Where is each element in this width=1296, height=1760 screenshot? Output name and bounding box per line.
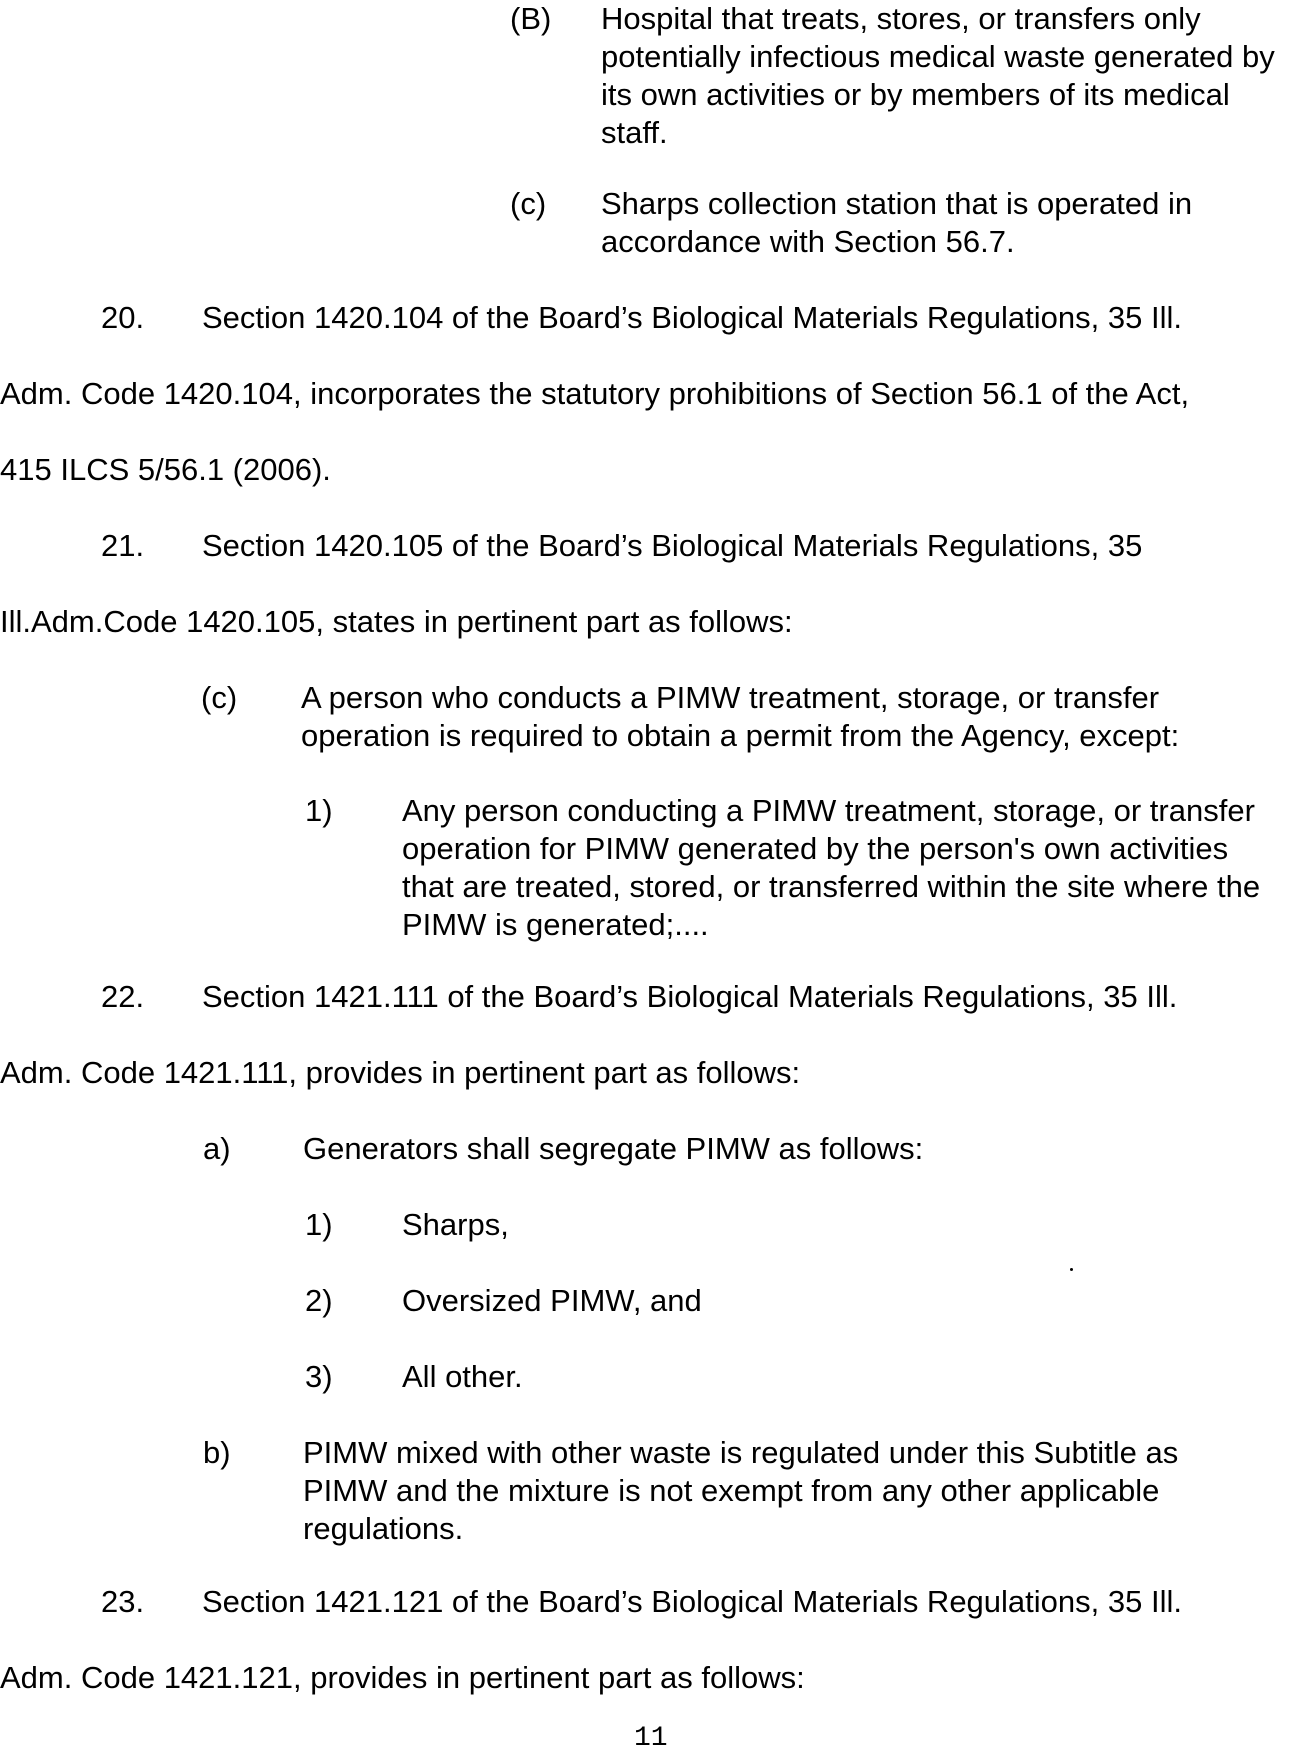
paragraph-line: Adm. Code 1421.121, provides in pertinent part as follows: [0, 1660, 805, 1695]
item-marker: a) [203, 1131, 231, 1166]
paragraph-number: 21. [101, 528, 145, 563]
paragraph-line: Adm. Code 1421.111, provides in pertinent part as follows: [0, 1055, 801, 1090]
item-marker: (c) [510, 186, 547, 221]
quoted-item-text: Sharps, [402, 1207, 509, 1242]
paragraph-number: 20. [101, 300, 145, 335]
quoted-item-text: Hospital that treats, stores, or transfers only potentially infectious medical waste generated by its own activities or by members of its medical staff. [601, 1, 1275, 150]
page-number: 11 [634, 1723, 668, 1754]
paragraph-number: 22. [101, 979, 145, 1014]
paragraph-line: 415 ILCS 5/56.1 (2006). [0, 452, 331, 487]
quoted-item-text: Generators shall segregate PIMW as follows: [303, 1131, 924, 1166]
quoted-item-text: Sharps collection station that is operated in accordance with Section 56.7. [601, 186, 1193, 259]
item-marker: 3) [305, 1359, 333, 1394]
paragraph-line: Ill.Adm.Code 1420.105, states in pertinent part as follows: [0, 604, 793, 639]
quoted-item-text: Oversized PIMW, and [402, 1283, 702, 1318]
item-marker: (B) [510, 1, 552, 36]
paragraph-line: Section 1420.105 of the Board’s Biological Materials Regulations, 35 [202, 528, 1143, 563]
paragraph-line: Section 1421.111 of the Board’s Biological Materials Regulations, 35 Ill. [202, 979, 1178, 1014]
item-marker: 1) [305, 793, 333, 828]
quoted-item-text: Any person conducting a PIMW treatment, storage, or transfer operation for PIMW generated by the person's own activities that are treated, stored, or transferred within the site where the PIMW is generated;.... [402, 793, 1261, 942]
scan-speck [1070, 1268, 1073, 1271]
paragraph-line: Section 1421.121 of the Board’s Biological Materials Regulations, 35 Ill. [202, 1584, 1182, 1619]
quoted-item-text: A person who conducts a PIMW treatment, storage, or transfer operation is required to obtain a permit from the Agency, except: [301, 680, 1180, 753]
item-marker: 1) [305, 1207, 333, 1242]
paragraph-number: 23. [101, 1584, 145, 1619]
item-marker: 2) [305, 1283, 333, 1318]
paragraph-line: Section 1420.104 of the Board’s Biological Materials Regulations, 35 Ill. [202, 300, 1182, 335]
quoted-item-text: All other. [402, 1359, 523, 1394]
item-marker: (c) [201, 680, 238, 715]
paragraph-line: Adm. Code 1420.104, incorporates the statutory prohibitions of Section 56.1 of the Act, [0, 376, 1190, 411]
item-marker: b) [203, 1435, 231, 1470]
quoted-item-text: PIMW mixed with other waste is regulated under this Subtitle as PIMW and the mixture is not exempt from any other applicable regulations. [303, 1435, 1179, 1546]
